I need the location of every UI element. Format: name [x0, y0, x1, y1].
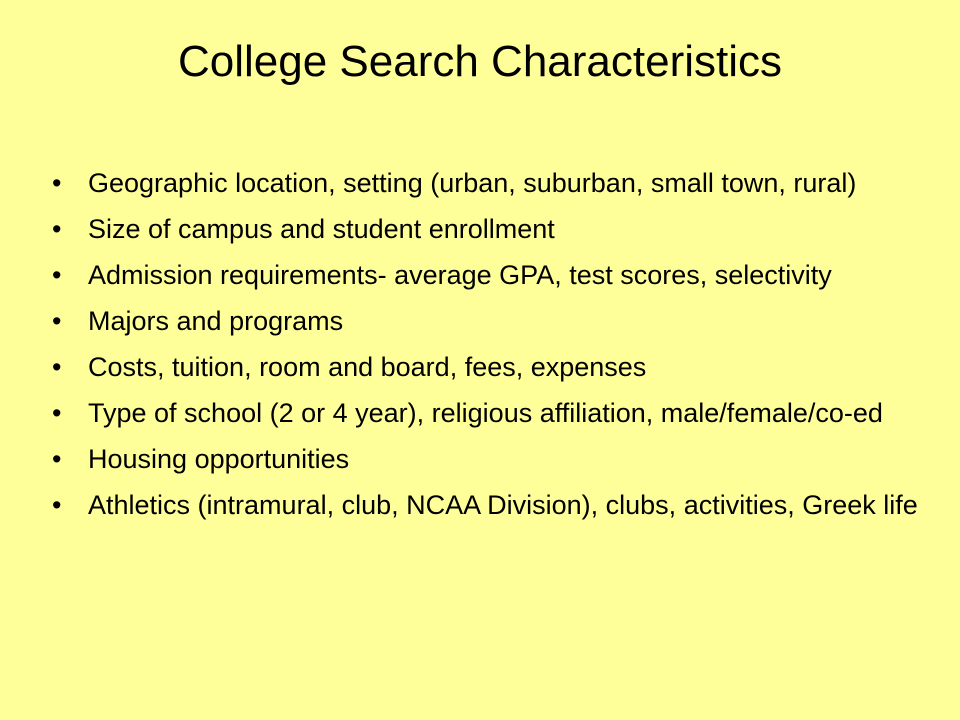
bullet-icon: •	[52, 168, 62, 198]
bullet-text: Athletics (intramural, club, NCAA Division), clubs, activities, Greek life	[88, 490, 918, 520]
bullet-item-size	[52, 212, 932, 246]
bullet-icon: •	[52, 214, 62, 244]
bullet-icon: •	[52, 398, 62, 428]
bullet-icon: •	[52, 352, 62, 382]
bullet-text: Housing opportunities	[88, 444, 350, 474]
bullet-text: Admission requirements- average GPA, test scores, selectivity	[88, 260, 832, 290]
bullet-item-location	[52, 166, 932, 200]
bullet-item-admission	[52, 258, 932, 292]
bullet-text: Geographic location, setting (urban, suburban, small town, rural)	[88, 168, 857, 198]
bullet-icon: •	[52, 306, 62, 336]
bullet-text: Costs, tuition, room and board, fees, expenses	[88, 352, 647, 382]
bullet-icon: •	[52, 490, 62, 520]
bullet-item-housing	[52, 442, 932, 476]
bullet-text: Majors and programs	[88, 306, 344, 336]
bullet-text: Type of school (2 or 4 year), religious affiliation, male/female/co-ed	[88, 398, 883, 428]
bullet-list	[52, 166, 932, 534]
bullet-icon: •	[52, 444, 62, 474]
bullet-item-costs	[52, 350, 932, 384]
bullet-text: Size of campus and student enrollment	[88, 214, 555, 244]
bullet-item-athletics	[52, 488, 932, 522]
bullet-item-school-type	[52, 396, 932, 430]
bullet-item-majors	[52, 304, 932, 338]
bullet-icon: •	[52, 260, 62, 290]
slide-title: College Search Characteristics	[177, 37, 783, 86]
